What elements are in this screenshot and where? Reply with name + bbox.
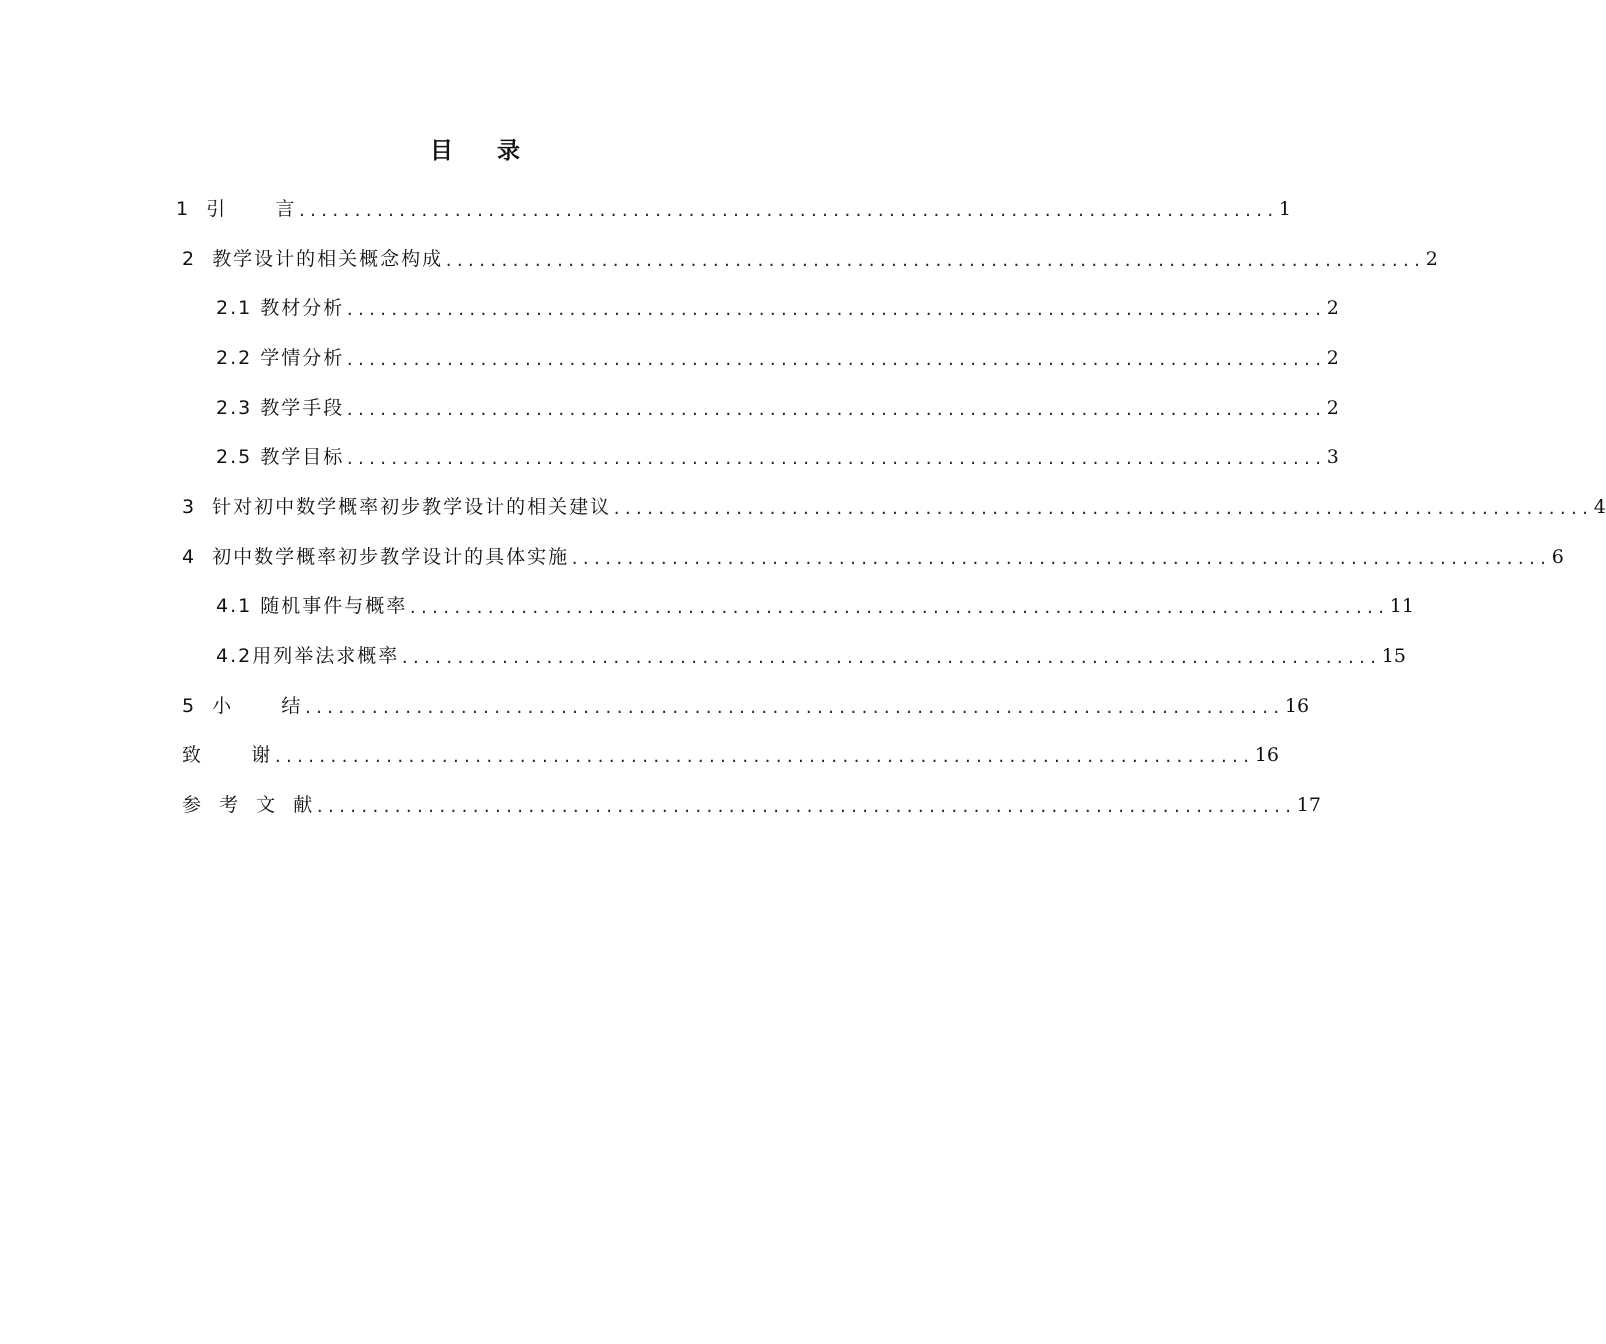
toc-entry-chapter-2[interactable] xyxy=(0,234,1438,284)
toc-entry-page: 16 xyxy=(1284,694,1310,717)
dot-leader: ........................................................................................ xyxy=(400,649,1380,668)
dot-leader: ........................................................................................ xyxy=(345,400,1325,419)
toc-entry-summary[interactable] xyxy=(0,681,1310,731)
toc-title xyxy=(0,134,950,168)
toc-entry-label: 致 谢 xyxy=(182,744,273,767)
toc-entry-chapter-3[interactable] xyxy=(0,482,1606,532)
toc-entry-page: 17 xyxy=(1296,794,1321,817)
toc-entry-page: 15 xyxy=(1381,645,1406,668)
toc-entry-introduction[interactable] xyxy=(0,184,1292,234)
toc-entry-page: 2 xyxy=(1326,346,1339,369)
dot-leader: ........................................................................................ xyxy=(444,251,1424,270)
toc-entry-page: 3 xyxy=(1326,446,1339,469)
toc-entry-label: 5 小 结 xyxy=(182,694,303,717)
toc-entry-2-5[interactable] xyxy=(0,432,1339,482)
toc-entry-page: 2 xyxy=(1326,396,1339,419)
dot-leader: ........................................................................................ xyxy=(315,798,1295,817)
dot-leader: ........................................................................................ xyxy=(570,549,1550,568)
toc-entry-4-1[interactable] xyxy=(0,582,1414,632)
dot-leader: ........................................................................................ xyxy=(345,301,1325,320)
toc-entry-label: 2.5 教学目标 xyxy=(216,446,345,469)
toc-entry-label: 2.1 教材分析 xyxy=(216,297,345,320)
toc-entry-references[interactable] xyxy=(0,780,1321,830)
dot-leader: ........................................................................................ xyxy=(612,499,1592,518)
toc-entry-label: 4 初中数学概率初步教学设计的具体实施 xyxy=(182,545,570,568)
toc-entry-acknowledgements[interactable] xyxy=(0,731,1279,781)
toc-entry-label: 参 考 文 献 xyxy=(182,794,315,817)
toc-entry-label: 2 教学设计的相关概念构成 xyxy=(182,247,444,270)
toc-entry-label: 4.2用列举法求概率 xyxy=(216,645,400,668)
toc-entry-page: 2 xyxy=(1326,297,1339,320)
toc-entry-4-2[interactable] xyxy=(0,631,1406,681)
toc-entry-label: 4.1 随机事件与概率 xyxy=(216,595,408,618)
toc-entry-chapter-4[interactable] xyxy=(0,532,1564,582)
toc-entry-2-2[interactable] xyxy=(0,333,1339,383)
toc-entry-page: 4 xyxy=(1593,495,1606,518)
toc-entry-2-3[interactable] xyxy=(0,383,1339,433)
dot-leader: ........................................................................................ xyxy=(345,450,1325,469)
dot-leader: ........................................................................................ xyxy=(408,599,1388,618)
table-of-contents xyxy=(0,184,1606,830)
toc-entry-page: 16 xyxy=(1254,744,1279,767)
toc-entry-label: 2.3 教学手段 xyxy=(216,396,345,419)
toc-entry-page: 2 xyxy=(1425,247,1438,270)
toc-entry-page: 6 xyxy=(1551,545,1564,568)
toc-title-part2: 录 xyxy=(497,138,520,164)
dot-leader: ........................................................................................ xyxy=(273,748,1253,767)
toc-entry-label: 2.2 学情分析 xyxy=(216,346,345,369)
toc-entry-label: 1 引 言 xyxy=(176,197,297,220)
toc-entry-page: 1 xyxy=(1278,197,1292,220)
toc-entry-page: 11 xyxy=(1389,595,1414,618)
toc-title-part1: 目 xyxy=(430,138,453,164)
dot-leader: ........................................................................................ xyxy=(297,201,1277,220)
dot-leader: ........................................................................................ xyxy=(303,698,1283,717)
toc-entry-2-1[interactable] xyxy=(0,283,1339,333)
dot-leader: ........................................................................................ xyxy=(345,350,1325,369)
toc-entry-label: 3 针对初中数学概率初步教学设计的相关建议 xyxy=(182,495,612,518)
